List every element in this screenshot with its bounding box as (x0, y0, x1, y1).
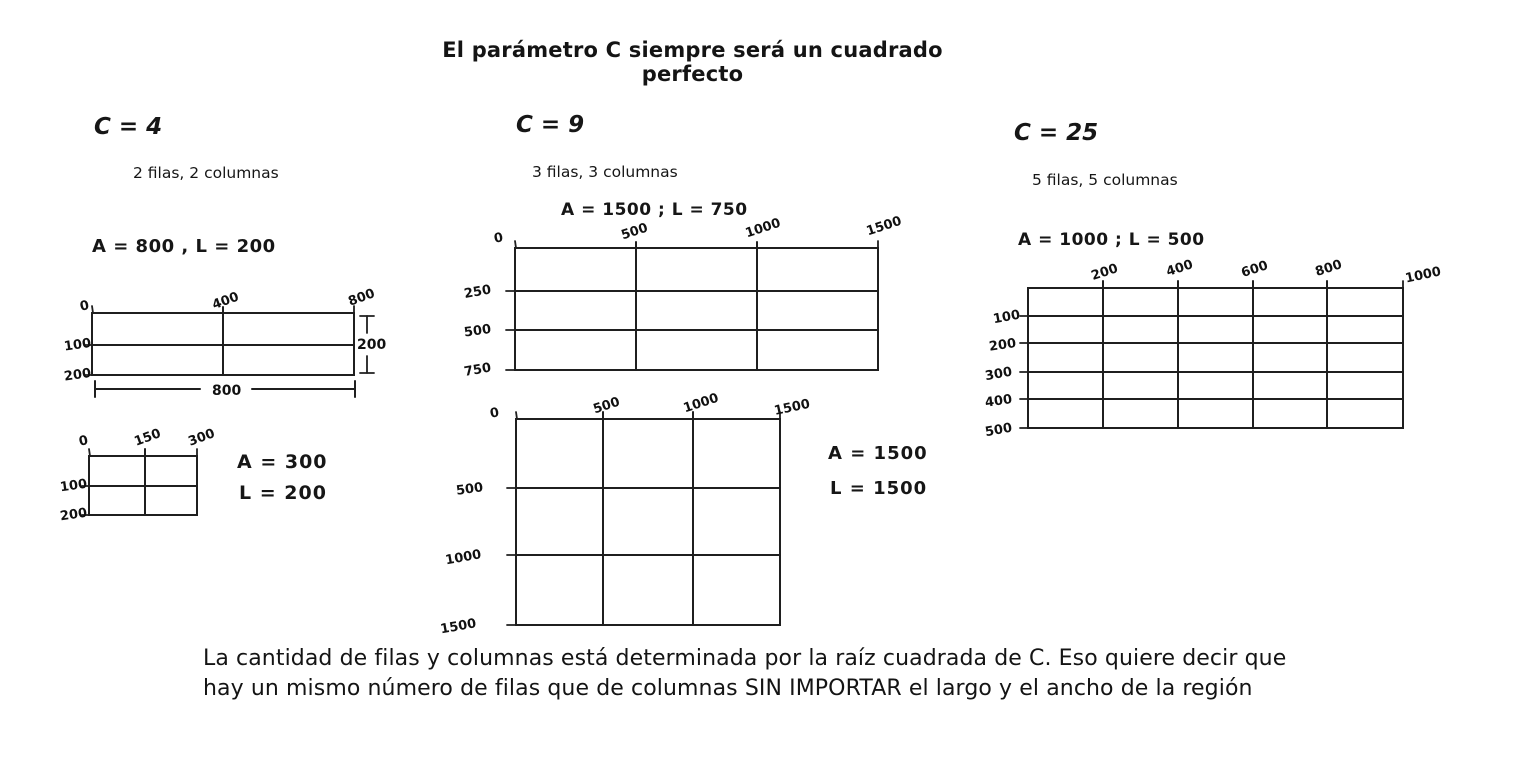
height-bracket-label: 200 (357, 337, 387, 353)
tick-label: 1500 (772, 396, 812, 419)
c9-grid2-a-label: A = 1500 (828, 443, 928, 464)
tick-label: 1000 (681, 390, 721, 417)
tick-label: 500 (983, 420, 1014, 441)
tick-label: 400 (210, 289, 242, 313)
tick-label: 0 (77, 433, 90, 450)
c4-label: C = 4 (94, 114, 163, 140)
tick-label: 100 (59, 476, 89, 496)
tick-label: 200 (1089, 261, 1120, 284)
footer-line-1: La cantidad de filas y columnas está determinada por la raíz cuadrada de C. Eso quiere decir que (203, 646, 1287, 671)
c9-rows-cols-label: 3 filas, 3 columnas (532, 163, 678, 181)
tick-label: 250 (462, 282, 493, 302)
tick-label: 200 (988, 336, 1018, 355)
tick-label: 1500 (439, 616, 478, 638)
width-bracket-label: 800 (212, 383, 242, 399)
grid-lines (506, 241, 878, 370)
tick-label: 300 (186, 426, 217, 450)
grid-lines (82, 449, 197, 515)
c4-dims-label: A = 800 , L = 200 (92, 236, 276, 257)
grid-lines (1020, 281, 1403, 428)
tick-label: 800 (1313, 257, 1344, 280)
tick-label: 1000 (1403, 264, 1443, 287)
grid-lines (507, 412, 780, 625)
tick-label: 750 (462, 360, 493, 380)
tick-label: 800 (346, 286, 377, 310)
tick-label: 1500 (864, 213, 904, 240)
tick-label: 300 (983, 364, 1014, 385)
c25-dims-label: A = 1000 ; L = 500 (1018, 230, 1205, 250)
grid-lines (85, 306, 354, 375)
tick-label: 400 (1164, 257, 1195, 280)
tick-label: 150 (132, 426, 163, 450)
tick-label: 0 (78, 298, 91, 315)
tick-label: 1000 (743, 215, 783, 242)
tick-label: 500 (591, 394, 622, 418)
c9-grid-3x3-square (439, 390, 835, 645)
c4-grid2-l-label: L = 200 (239, 482, 327, 504)
c25-grid-5x5 (985, 258, 1460, 443)
tick-label: 500 (455, 480, 485, 499)
tick-label: 200 (59, 505, 89, 525)
c4-grid-2x2-large (60, 285, 440, 410)
c9-dims-label: A = 1500 ; L = 750 (561, 200, 748, 220)
c4-grid2-a-label: A = 300 (237, 451, 328, 473)
page-title: El parámetro C siempre será un cuadrado perfecto (442, 38, 943, 86)
c25-rows-cols-label: 5 filas, 5 columnas (1032, 171, 1178, 189)
c4-grid-2x2-small (60, 428, 380, 535)
c9-grid-3x3-wide (455, 213, 904, 388)
tick-label: 100 (991, 307, 1022, 328)
tick-label: 100 (63, 335, 93, 355)
tick-label: 500 (619, 220, 650, 244)
tick-label: 500 (463, 321, 493, 341)
c4-rows-cols-label: 2 filas, 2 columnas (133, 164, 279, 182)
tick-label: 600 (1239, 258, 1270, 281)
c9-label: C = 9 (516, 112, 585, 138)
c25-label: C = 25 (1014, 120, 1099, 146)
c9-grid2-l-label: L = 1500 (830, 478, 928, 499)
footer-line-2: hay un mismo número de filas que de columnas SIN IMPORTAR el largo y el ancho de la región (203, 676, 1253, 701)
tick-label: 400 (984, 392, 1014, 411)
tick-label: 1000 (444, 547, 483, 569)
tick-label: 0 (488, 405, 501, 422)
tick-label: 200 (63, 365, 93, 385)
tick-label: 0 (492, 230, 505, 247)
